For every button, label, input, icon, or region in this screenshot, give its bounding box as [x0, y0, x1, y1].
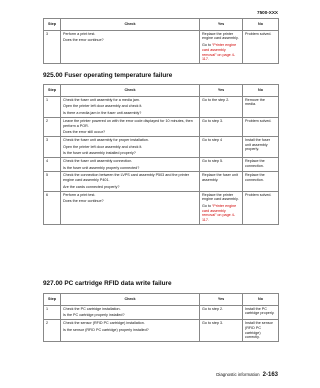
check-text: Is the fuser unit assembly installed properly?: [63, 151, 136, 156]
page-number: 2-163: [262, 372, 278, 378]
table-row: [44, 136, 279, 157]
yes-header: Yes: [200, 85, 243, 97]
check-header: Check: [61, 19, 200, 31]
check-cell: [61, 305, 200, 319]
check-text: Is the sensor (RFID PC cartridge) properly installed?: [63, 327, 149, 332]
header-row: [44, 19, 279, 31]
check-text: Is the fuser unit assembly properly connected?: [63, 165, 140, 170]
step-number: 1: [44, 96, 61, 117]
step-header: Step: [44, 294, 61, 306]
yes-header: Yes: [200, 19, 243, 31]
no-action: Install the PC cartridge properly.: [243, 305, 279, 319]
check-text: Check the fuser unit assembly for proper installation.: [63, 137, 149, 142]
step-number: 6: [44, 191, 61, 224]
check-text: Check the fuser unit assembly connection.: [63, 159, 133, 164]
yes-text: Go to step 2.: [202, 306, 224, 311]
check-cell: [61, 320, 200, 342]
step-header: Step: [44, 19, 61, 31]
check-text: Open the printer left door assembly and check it.: [63, 144, 143, 149]
table-row: [44, 305, 279, 319]
yes-text: Replace the printer engine card assembly.: [202, 31, 239, 41]
check-header: Check: [61, 85, 200, 97]
page-footer: [216, 372, 278, 378]
no-action: Replace the connection.: [243, 158, 279, 172]
removal-procedure-link[interactable]: “Printer engine card assembly removal” on page 4-117.: [202, 203, 237, 223]
yes-text: Go to step 3.: [202, 118, 224, 123]
step-number: 3: [44, 30, 61, 63]
check-cell: [61, 30, 200, 63]
no-header: No: [243, 19, 279, 31]
no-action: Problem solved.: [243, 117, 279, 136]
model-number: 7500-XXX: [257, 10, 278, 15]
table-row: [44, 96, 279, 117]
error-table-925: [43, 84, 279, 225]
table-row: [44, 158, 279, 172]
yes-cell: [200, 158, 243, 172]
yes-cell: [200, 30, 243, 63]
link-prefix: Go to: [202, 203, 213, 208]
check-header: Check: [61, 294, 200, 306]
check-cell: [61, 136, 200, 157]
check-cell: [61, 117, 200, 136]
no-action: Install the fuser unit assembly properly.: [243, 136, 279, 157]
footer-label: Diagnostic information: [216, 372, 260, 377]
no-action: Replace the connection.: [243, 172, 279, 191]
header-row: [44, 294, 279, 306]
section-title-925: 925.00 Fuser operating temperature failure: [43, 72, 173, 79]
no-action: Problem solved.: [243, 191, 279, 224]
check-text: Perform a print test.: [63, 31, 96, 36]
check-text: Does the error continue?: [63, 199, 104, 204]
header-row: [44, 85, 279, 97]
no-action: Remove the media.: [243, 96, 279, 117]
check-text: Is the PC cartridge properly installed?: [63, 313, 125, 318]
no-header: No: [243, 294, 279, 306]
table-row: [44, 172, 279, 191]
table-row: [44, 117, 279, 136]
check-text: Check the fuser unit assembly for a media jam.: [63, 97, 140, 102]
check-cell: [61, 158, 200, 172]
check-cell: [61, 172, 200, 191]
check-text: Open the printer left door assembly and check it.: [63, 104, 143, 109]
check-text: Check the connection between the LVPS card assembly P503 and the printer engine card assembly P401.: [63, 173, 189, 183]
step-number: 3: [44, 136, 61, 157]
table-row: [44, 30, 279, 63]
step-header: Step: [44, 85, 61, 97]
step-number: 1: [44, 305, 61, 319]
error-table-continued: [43, 18, 279, 64]
check-text: Perform a print test.: [63, 192, 96, 197]
yes-text: Go to step 4: [202, 137, 223, 142]
yes-cell: [200, 320, 243, 342]
yes-cell: [200, 172, 243, 191]
step-number: 2: [44, 117, 61, 136]
yes-text: Go to step 5.: [202, 159, 224, 164]
yes-cell: [200, 191, 243, 224]
yes-link-para: [202, 204, 240, 223]
check-text: Does the error continue?: [63, 38, 104, 43]
yes-cell: [200, 117, 243, 136]
yes-header: Yes: [200, 294, 243, 306]
no-header: No: [243, 85, 279, 97]
yes-text: Replace the fuser unit assembly.: [202, 173, 238, 183]
section-title-927: 927.00 PC cartridge RFID data write failure: [43, 280, 172, 287]
yes-link-para: [202, 43, 240, 62]
yes-cell: [200, 305, 243, 319]
check-text: Is there a media jam in the fuser unit assembly?: [63, 111, 142, 116]
no-action: Problem solved.: [243, 30, 279, 63]
yes-text: Go to the step 2.: [202, 97, 230, 102]
step-number: 2: [44, 320, 61, 342]
yes-text: Replace the printer engine card assembly.: [202, 192, 239, 202]
step-number: 4: [44, 158, 61, 172]
check-text: Leave the printer powered on with the error code displayed for 10 minutes, then perform a POR.: [63, 118, 193, 128]
yes-cell: [200, 96, 243, 117]
check-text: Are the cards connected properly?: [63, 184, 120, 189]
table-row: [44, 191, 279, 224]
check-cell: [61, 191, 200, 224]
check-text: Does the error still occur?: [63, 130, 106, 135]
no-action: Install the sensor (RFID PC cartridge) correctly.: [243, 320, 279, 342]
table-row: [44, 320, 279, 342]
removal-procedure-link[interactable]: “Printer engine card assembly removal” on page 4-117.: [202, 43, 237, 62]
check-text: Check the PC cartridge installation.: [63, 306, 121, 311]
check-cell: [61, 96, 200, 117]
check-text: Check the sensor (RFID PC cartridge) installation.: [63, 321, 145, 326]
error-table-927: [43, 293, 279, 342]
step-number: 5: [44, 172, 61, 191]
yes-cell: [200, 136, 243, 157]
yes-text: Go to step 3.: [202, 321, 224, 326]
link-prefix: Go to: [202, 43, 213, 48]
